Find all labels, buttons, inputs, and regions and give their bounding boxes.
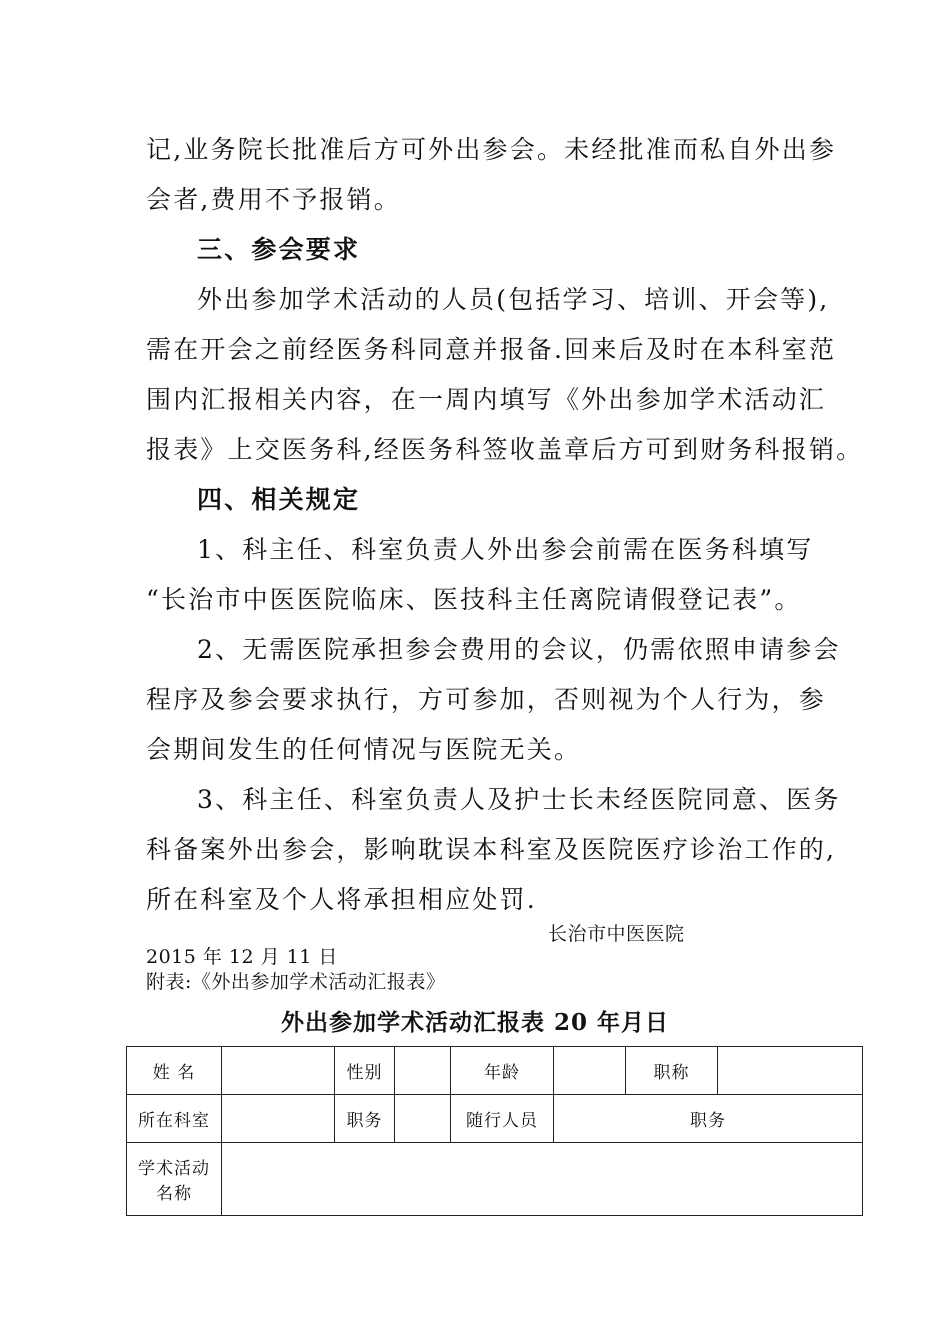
companion-position-field[interactable]: 职务 (554, 1095, 863, 1143)
label-companions: 随行人员 (451, 1095, 554, 1143)
paragraph-line: 会期间发生的任何情况与医院无关。 (146, 735, 582, 764)
paragraph-line: 科备案外出参会，影响耽误本科室及医院医疗诊治工作的, (146, 835, 837, 864)
paragraph-line: 需在开会之前经医务科同意并报备.回来后及时在本科室范 (146, 335, 837, 364)
table-row (127, 1143, 863, 1216)
attachment-note: 附表:《外出参加学术活动汇报表》 (146, 971, 446, 993)
department-field[interactable] (222, 1095, 335, 1143)
label-title: 职称 (626, 1047, 718, 1095)
label-department: 所在科室 (127, 1095, 222, 1143)
paragraph-line: 2、无需医院承担参会费用的会议，仍需依照申请参会 (197, 635, 841, 664)
paragraph-line: 围内汇报相关内容，在一周内填写《外出参加学术活动汇 (146, 385, 827, 414)
paragraph-line: “长治市中医医院临床、医技科主任离院请假登记表”。 (146, 585, 802, 614)
paragraph-line: 程序及参会要求执行，方可参加，否则视为个人行为，参 (146, 685, 827, 714)
form-title: 外出参加学术活动汇报表 20 年月日 (280, 1009, 670, 1036)
paragraph-line: 会者,费用不予报销。 (146, 185, 401, 214)
paragraph-line: 记,业务院长批准后方可外出参会。未经批准而私自外出参 (146, 135, 837, 164)
signature-org: 长治市中医医院 (548, 923, 685, 945)
activity-name-field[interactable] (222, 1143, 863, 1216)
gender-field[interactable] (395, 1047, 451, 1095)
label-activity-line2: 名称 (156, 1184, 192, 1204)
title-field[interactable] (718, 1047, 863, 1095)
paragraph-line: 1、科主任、科室负责人外出参会前需在医务科填写 (197, 535, 814, 564)
section-heading: 四、相关规定 (197, 485, 361, 514)
name-field[interactable] (222, 1047, 335, 1095)
age-field[interactable] (554, 1047, 626, 1095)
section-heading: 三、参会要求 (197, 235, 361, 264)
label-activity-line1: 学术活动 (138, 1159, 210, 1179)
label-gender: 性别 (335, 1047, 395, 1095)
signature-date: 2015 年 12 月 11 日 (146, 946, 338, 968)
label-age: 年龄 (451, 1047, 554, 1095)
label-activity-name (127, 1143, 222, 1216)
label-name: 姓 名 (127, 1047, 222, 1095)
table-row (127, 1047, 863, 1095)
table-row (127, 1095, 863, 1143)
paragraph-line: 报表》上交医务科,经医务科签收盖章后方可到财务科报销。 (146, 435, 864, 464)
paragraph-line: 所在科室及个人将承担相应处罚. (146, 885, 537, 914)
report-form-table (126, 1046, 863, 1216)
position-field[interactable] (395, 1095, 451, 1143)
label-position: 职务 (335, 1095, 395, 1143)
paragraph-line: 外出参加学术活动的人员(包括学习、培训、开会等), (197, 285, 830, 314)
paragraph-line: 3、科主任、科室负责人及护士长未经医院同意、医务 (197, 785, 841, 814)
